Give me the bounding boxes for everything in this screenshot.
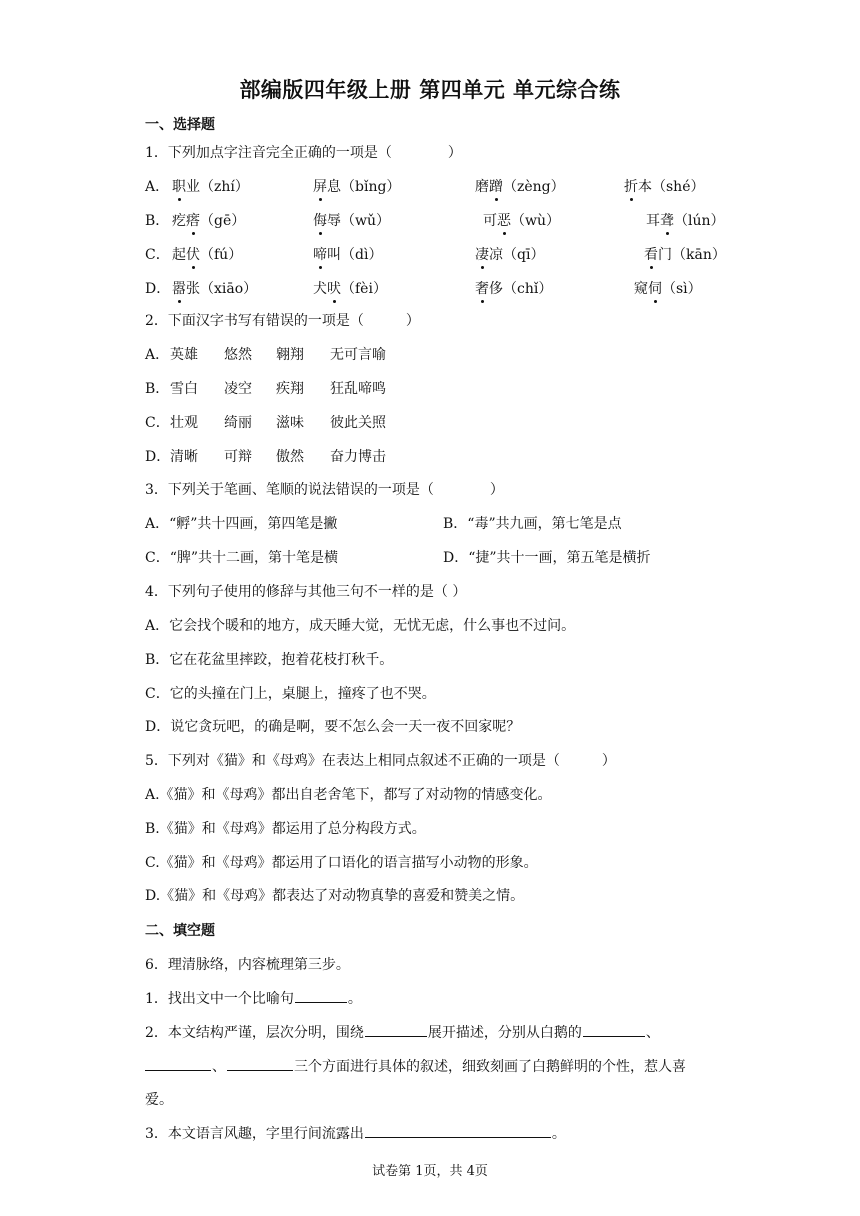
item-text: （sì） bbox=[662, 281, 702, 297]
q5-option-c: C.《猫》和《母鸡》都运用了口语化的语言描写小动物的形象。 bbox=[145, 855, 538, 871]
q4-option-c: C．它的头撞在门上，桌腿上，撞疼了也不哭。 bbox=[145, 686, 436, 702]
q6-sub1-text: 1．找出文中一个比喻句 bbox=[145, 991, 294, 1007]
dotted-character: 凄 bbox=[475, 244, 489, 264]
q3-stem: 3．下列关于笔画、笔顺的说法错误的一项是（ ） bbox=[145, 482, 504, 498]
section-fill-heading: 二、填空题 bbox=[145, 923, 215, 939]
dotted-character: 折 bbox=[624, 176, 638, 196]
q1-option-label: B． bbox=[145, 213, 170, 229]
q6-sub1-blank[interactable] bbox=[295, 988, 347, 1003]
q2-stem: 2．下面汉字书写有错误的一项是（ ） bbox=[145, 313, 420, 329]
q1-option-item bbox=[644, 244, 726, 264]
q6-sub3 bbox=[145, 1123, 566, 1143]
section-choice-heading: 一、选择题 bbox=[145, 117, 215, 133]
q6-sub2-text-b: 展开描述，分别从白鹅的 bbox=[427, 1025, 582, 1041]
q6-sub2-blank-4[interactable] bbox=[227, 1056, 293, 1071]
dotted-character: 看 bbox=[644, 244, 658, 264]
item-text: （gē） bbox=[200, 213, 246, 229]
q6-sub2-line1 bbox=[145, 1022, 660, 1042]
dotted-character: 啼 bbox=[313, 244, 327, 264]
q1-option-item bbox=[313, 278, 387, 298]
q4-stem: 4．下列句子使用的修辞与其他三句不一样的是（ ） bbox=[145, 584, 467, 600]
q5-option-d: D.《猫》和《母鸡》都表达了对动物真挚的喜爱和赞美之情。 bbox=[145, 888, 525, 904]
q1-option-item bbox=[646, 210, 725, 230]
q6-sub2-blank-2[interactable] bbox=[583, 1022, 645, 1037]
dotted-character: 蹭 bbox=[489, 176, 503, 196]
q2-option-word: 凌空 bbox=[224, 381, 252, 397]
q1-option-item bbox=[172, 278, 257, 298]
dotted-character: 恶 bbox=[497, 210, 511, 230]
q5-option-a: A.《猫》和《母鸡》都出自老舍笔下，都写了对动物的情感变化。 bbox=[145, 787, 552, 803]
q2-option-word: 滋味 bbox=[276, 415, 304, 431]
item-text: 犬 bbox=[313, 281, 327, 297]
item-text: （zèng） bbox=[503, 179, 565, 195]
item-text: 张（xiāo） bbox=[186, 281, 258, 297]
page-title: 部编版四年级上册 第四单元 单元综合练 bbox=[239, 78, 621, 102]
q6-sub3-end: 。 bbox=[551, 1126, 566, 1142]
q2-option-word: 清晰 bbox=[170, 449, 198, 465]
q1-option-label: C． bbox=[145, 247, 170, 263]
item-text: 磨 bbox=[475, 179, 489, 195]
dotted-character: 聋 bbox=[660, 210, 674, 230]
q1-option-item bbox=[475, 278, 552, 298]
q3-option-c: C．“脾”共十二画，第十笔是横 bbox=[145, 550, 339, 566]
q1-option-item bbox=[313, 210, 390, 230]
q1-option-item bbox=[172, 210, 245, 230]
dotted-character: 屏 bbox=[313, 176, 327, 196]
q1-option-label: D． bbox=[145, 281, 171, 297]
item-text: （lún） bbox=[674, 213, 725, 229]
q2-option-label: D． bbox=[145, 449, 171, 465]
q2-option-word: 悠然 bbox=[224, 347, 252, 363]
q2-option-label: C． bbox=[145, 415, 170, 431]
dotted-character: 嚣 bbox=[172, 278, 186, 298]
dotted-character: 伺 bbox=[648, 278, 662, 298]
item-text: 辱（wǔ） bbox=[327, 213, 390, 229]
dotted-character: 吠 bbox=[327, 278, 341, 298]
dotted-character: 职 bbox=[172, 176, 186, 196]
item-text: （fú） bbox=[200, 247, 243, 263]
q3-option-a: A．“孵”共十四画，第四笔是撇 bbox=[145, 516, 338, 532]
item-text: （fèi） bbox=[341, 281, 387, 297]
q1-option-item bbox=[483, 210, 560, 230]
q6-sub2-blank-1[interactable] bbox=[365, 1022, 427, 1037]
dotted-character: 奢 bbox=[475, 278, 489, 298]
q6-sub1-end: 。 bbox=[347, 991, 362, 1007]
page-footer: 试卷第 1页，共 4页 bbox=[372, 1164, 488, 1179]
item-text: 起 bbox=[172, 247, 186, 263]
q1-option-item bbox=[172, 244, 242, 264]
q2-option-word: 英雄 bbox=[170, 347, 198, 363]
q2-option-word: 可辩 bbox=[224, 449, 252, 465]
q1-option-item bbox=[172, 176, 249, 196]
q4-option-a: A．它会找个暖和的地方，成天睡大觉，无忧无虑，什么事也不过问。 bbox=[145, 618, 576, 634]
q2-option-word: 奋力博击 bbox=[330, 449, 386, 465]
item-text: 疙 bbox=[172, 213, 186, 229]
q6-sub2-line3: 爱。 bbox=[145, 1092, 173, 1108]
q2-option-word: 傲然 bbox=[276, 449, 304, 465]
q6-sub3-blank[interactable] bbox=[365, 1123, 551, 1138]
item-text: 窥 bbox=[634, 281, 648, 297]
q1-option-item bbox=[313, 176, 400, 196]
item-text: 凉（qī） bbox=[489, 247, 545, 263]
q6-sub2-line2 bbox=[145, 1056, 686, 1076]
q5-option-b: B.《猫》和《母鸡》都运用了总分构段方式。 bbox=[145, 821, 426, 837]
q4-option-d: D．说它贪玩吧，的确是啊，要不怎么会一天一夜不回家呢？ bbox=[145, 719, 521, 735]
q2-option-word: 疾翔 bbox=[276, 381, 304, 397]
q3-option-d: D．“捷”共十一画，第五笔是横折 bbox=[443, 550, 651, 566]
q6-sub1 bbox=[145, 988, 362, 1008]
q1-option-item bbox=[475, 244, 544, 264]
q5-stem: 5．下列对《猫》和《母鸡》在表达上相同点叙述不正确的一项是（ ） bbox=[145, 753, 616, 769]
dotted-character: 侮 bbox=[313, 210, 327, 230]
q1-option-item bbox=[634, 278, 702, 298]
q2-option-word: 狂乱啼鸣 bbox=[330, 381, 386, 397]
item-text: 侈（chǐ） bbox=[489, 281, 553, 297]
q6-sub2-blank-3[interactable] bbox=[145, 1056, 211, 1071]
item-text: 叫（dì） bbox=[327, 247, 383, 263]
q1-option-label: A． bbox=[145, 179, 170, 195]
q2-option-label: A． bbox=[145, 347, 170, 363]
q4-option-b: B．它在花盆里摔跤，抱着花枝打秋千。 bbox=[145, 652, 394, 668]
q3-option-b: B．“毒”共九画，第七笔是点 bbox=[443, 516, 622, 532]
q6-sub2-text-a: 2．本文结构严谨，层次分明，围绕 bbox=[145, 1025, 364, 1041]
q6-sub3-text: 3．本文语言风趣，字里行间流露出 bbox=[145, 1126, 364, 1142]
item-text: 门（kān） bbox=[658, 247, 726, 263]
q1-option-item bbox=[475, 176, 565, 196]
dotted-character: 瘩 bbox=[186, 210, 200, 230]
q6-sub2-text-e: 三个方面进行具体的叙述，细致刻画了白鹅鲜明的个性，惹人喜 bbox=[294, 1059, 686, 1075]
item-text: 本（shé） bbox=[638, 179, 705, 195]
item-text: 可 bbox=[483, 213, 497, 229]
item-text: （wù） bbox=[511, 213, 560, 229]
q2-option-word: 翱翔 bbox=[276, 347, 304, 363]
q6-sub2-text-d: 、 bbox=[212, 1059, 226, 1075]
q1-stem: 1．下列加点字注音完全正确的一项是（ ） bbox=[145, 145, 462, 161]
item-text: 业（zhí） bbox=[186, 179, 249, 195]
q2-option-word: 彼此关照 bbox=[330, 415, 386, 431]
q1-option-item bbox=[624, 176, 705, 196]
dotted-character: 伏 bbox=[186, 244, 200, 264]
item-text: 息（bǐng） bbox=[327, 179, 401, 195]
q2-option-word: 绮丽 bbox=[224, 415, 252, 431]
q1-option-item bbox=[313, 244, 382, 264]
q2-option-word: 雪白 bbox=[170, 381, 198, 397]
q2-option-word: 壮观 bbox=[170, 415, 198, 431]
item-text: 耳 bbox=[646, 213, 660, 229]
q2-option-word: 无可言喻 bbox=[330, 347, 386, 363]
q2-option-label: B． bbox=[145, 381, 170, 397]
q6-sub2-text-c: 、 bbox=[645, 1025, 660, 1041]
q6-stem: 6．理清脉络，内容梳理第三步。 bbox=[145, 957, 350, 973]
